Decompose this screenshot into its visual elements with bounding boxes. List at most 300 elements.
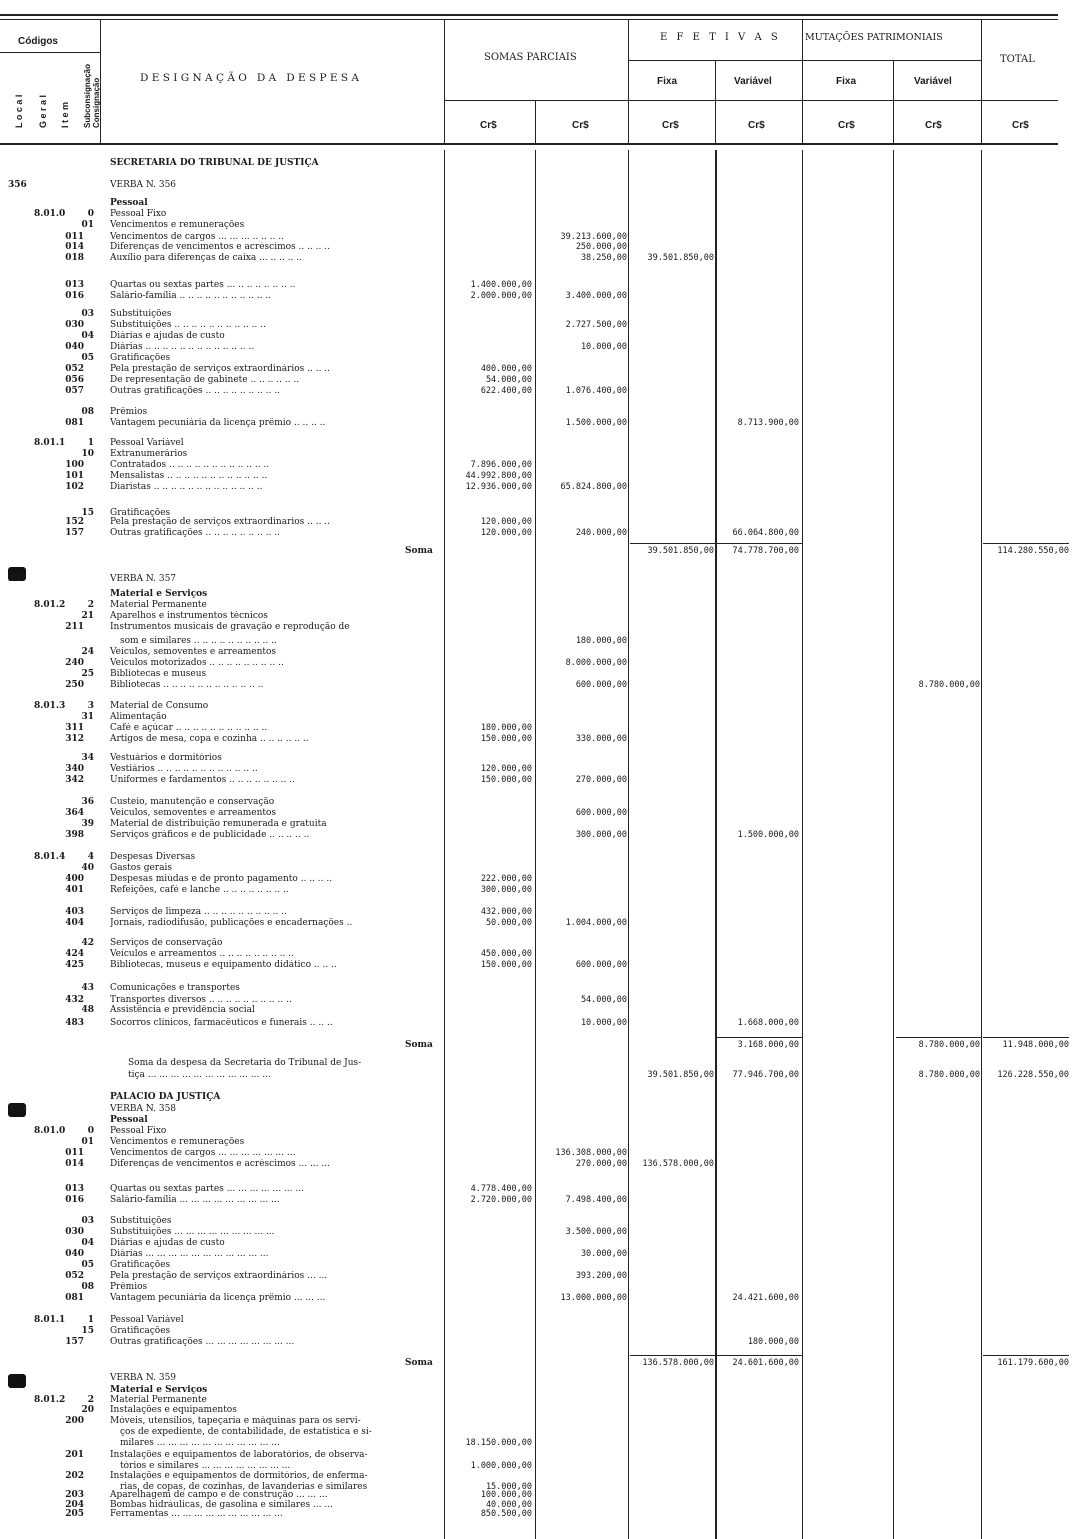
- row-description: Vencimentos de cargos ... ... ... ... ... ... ...: [110, 1148, 296, 1158]
- row-el: 403: [65, 907, 84, 917]
- row-mv: 8.780.000,00: [918, 1070, 980, 1080]
- row-p1: 450.000,00: [480, 949, 532, 959]
- header-designacao: D E S I G N A Ç Ã O D A D E S P E S A: [140, 72, 360, 84]
- table-row: [0, 1405, 1073, 1416]
- row-p2: 30.000,00: [580, 1249, 627, 1259]
- row-fx: 39.501.850,00: [647, 546, 714, 556]
- row-p2: 300.000,00: [575, 830, 627, 840]
- row-el: 203: [65, 1490, 84, 1500]
- row-p1: 1.000.000,00: [470, 1461, 532, 1471]
- header-mutacoes-fixa: Fixa: [836, 76, 857, 87]
- row-el: 011: [65, 232, 84, 242]
- row-el: 081: [65, 1293, 84, 1303]
- row-va: 24.601.600,00: [732, 1358, 799, 1368]
- sum-rule: [983, 1355, 1069, 1356]
- row-sub: 2: [87, 600, 94, 610]
- table-row: [0, 546, 1073, 557]
- row-description: Material e Serviços: [110, 589, 208, 599]
- row-description: Socorros clínicos, farmacêuticos e funerais .. .. ..: [110, 1018, 333, 1028]
- sum-rule: [630, 1355, 716, 1356]
- row-code: 358: [8, 1104, 27, 1114]
- row-sub: 15: [81, 508, 94, 518]
- row-p2: 54.000,00: [580, 995, 627, 1005]
- row-p1: 180.000,00: [480, 723, 532, 733]
- table-row: [0, 528, 1073, 539]
- row-description: Outras gratificações ... ... ... ... ... ... ... ...: [110, 1337, 295, 1347]
- table-row: [0, 907, 1073, 918]
- row-description: Uniformes e fardamentos .. .. .. .. .. .. .. ..: [110, 775, 295, 785]
- table-row: [0, 198, 1073, 209]
- row-sub: 03: [81, 1216, 94, 1226]
- table-row: [0, 1438, 1073, 1449]
- table-row: [0, 622, 1073, 633]
- table-row: [0, 1216, 1073, 1227]
- row-description: Serviços gráficos e de publicidade .. .. .. .. ..: [110, 830, 310, 840]
- currency-label: Cr$: [662, 120, 679, 131]
- row-description: Pessoal: [110, 1115, 148, 1125]
- table-row: [0, 291, 1073, 302]
- row-description: Assistência e previdência social: [110, 1005, 255, 1015]
- row-p2: 600.000,00: [575, 808, 627, 818]
- row-p1: 4.778.400,00: [470, 1184, 532, 1194]
- header-geral: G e r a l: [38, 94, 48, 128]
- row-tot: 126.228.550,00: [997, 1070, 1069, 1080]
- table-row: [0, 983, 1073, 994]
- sum-rule: [717, 543, 803, 544]
- row-description: Transportes diversos .. .. .. .. .. .. .. .. .. ..: [110, 995, 292, 1005]
- row-description: Substituições .. .. .. .. .. .. .. .. .. .. ..: [110, 320, 266, 330]
- row-sub: 10: [81, 449, 94, 459]
- table-row: [0, 253, 1073, 264]
- row-p1: 54.000,00: [485, 375, 532, 385]
- table-row: [0, 636, 1073, 647]
- row-el: 052: [65, 1271, 84, 1281]
- row-el: 011: [65, 1148, 84, 1158]
- row-description: Soma: [405, 1358, 433, 1368]
- header-divider: [715, 60, 716, 144]
- row-el: 157: [65, 1337, 84, 1347]
- row-el: 432: [65, 995, 84, 1005]
- table-row: [0, 938, 1073, 949]
- row-el: 202: [65, 1471, 84, 1481]
- row-p2: 10.000,00: [580, 1018, 627, 1028]
- table-row: [0, 1227, 1073, 1238]
- row-description: Auxílio para diferenças de caixa ... .. .. .. ..: [110, 253, 302, 263]
- row-description: Gratificações: [110, 1260, 171, 1270]
- table-row: [0, 1184, 1073, 1195]
- row-el: 057: [65, 386, 84, 396]
- table-row: [0, 723, 1073, 734]
- table-row: [0, 852, 1073, 863]
- row-mv: 8.780.000,00: [918, 680, 980, 690]
- row-description: rias, de copas, de cozinhas, de lavanderias e similares: [120, 1482, 368, 1492]
- row-va: 1.500.000,00: [737, 830, 799, 840]
- table-row: [0, 1315, 1073, 1326]
- header-consignacao: Consignação: [92, 77, 101, 128]
- row-el: 311: [65, 723, 84, 733]
- row-description: Diárias e ajudas de custo: [110, 331, 225, 341]
- header-mutacoes: MUTAÇÕES PATRIMONIAIS: [805, 32, 943, 43]
- row-description: Custeio, manutenção e conservação: [110, 797, 275, 807]
- row-p2: 270.000,00: [575, 1159, 627, 1169]
- row-description: Artigos de mesa, copa e cozinha .. .. .. .. .. ..: [110, 734, 309, 744]
- table-row: [0, 280, 1073, 291]
- table-row: [0, 407, 1073, 418]
- table-row: [0, 1238, 1073, 1249]
- row-p2: 8.000.000,00: [565, 658, 627, 668]
- row-el: 016: [65, 291, 84, 301]
- row-el: 101: [65, 471, 84, 481]
- header-codigos: Códigos: [18, 36, 58, 47]
- table-row: [0, 1092, 1073, 1103]
- row-description: Diaristas .. .. .. .. .. .. .. .. .. .. .. .. ..: [110, 482, 263, 492]
- row-el: 014: [65, 1159, 84, 1169]
- row-el: 013: [65, 1184, 84, 1194]
- row-p1: 120.000,00: [480, 517, 532, 527]
- row-mv: 8.780.000,00: [918, 1040, 980, 1050]
- row-description: Pela prestação de serviços extraordinários .. .. ..: [110, 364, 331, 374]
- row-description: Substituições: [110, 1216, 172, 1226]
- table-row: [0, 863, 1073, 874]
- row-description: Gratificações: [110, 508, 171, 518]
- row-p2: 39.213.600,00: [560, 232, 627, 242]
- table-row: [0, 1159, 1073, 1170]
- row-p1: 622.400,00: [480, 386, 532, 396]
- row-p2: 136.308.000,00: [555, 1148, 627, 1158]
- row-description: Veículos motorizados .. .. .. .. .. .. .. .. ..: [110, 658, 284, 668]
- row-description: Vestuários e dormitórios: [110, 753, 222, 763]
- row-p1: 2.720.000,00: [470, 1195, 532, 1205]
- row-p2: 3.500.000,00: [565, 1227, 627, 1237]
- row-el: 364: [65, 808, 84, 818]
- row-p1: 150.000,00: [480, 775, 532, 785]
- table-row: [0, 209, 1073, 220]
- row-el: 205: [65, 1509, 84, 1519]
- row-description: Pessoal Fixo: [110, 209, 167, 219]
- row-description: Bibliotecas e museus: [110, 669, 207, 679]
- row-sub: 4: [87, 852, 94, 862]
- row-p1: 1.400.000,00: [470, 280, 532, 290]
- row-sub: 48: [81, 1005, 94, 1015]
- row-description: Prêmios: [110, 1282, 148, 1292]
- row-sub: 1: [87, 1315, 94, 1325]
- row-p1: 50.000,00: [485, 918, 532, 928]
- row-sub: 04: [81, 1238, 94, 1248]
- row-el: 040: [65, 1249, 84, 1259]
- row-description: Serviços de limpeza .. .. .. .. .. .. .. .. .. ..: [110, 907, 287, 917]
- row-description: Diferenças de vencimentos e acréscimos .. .. .. ..: [110, 242, 330, 252]
- row-description: Alimentação: [110, 712, 167, 722]
- row-sub: 3: [87, 701, 94, 711]
- row-description: Bibliotecas .. .. .. .. .. .. .. .. .. .. .. ..: [110, 680, 264, 690]
- row-description: PALÁCIO DA JUSTIÇA: [110, 1092, 221, 1102]
- row-p2: 393.200,00: [575, 1271, 627, 1281]
- row-sub: 34: [81, 753, 94, 763]
- table-row: [0, 449, 1073, 460]
- header-somas-parciais: SOMAS PARCIAIS: [484, 52, 577, 63]
- header-item: I t e m: [60, 101, 70, 128]
- row-description: Salário-família .. .. .. .. .. .. .. .. .. .. ..: [110, 291, 272, 301]
- row-description: Material de Consumo: [110, 701, 209, 711]
- sum-rule: [896, 1037, 982, 1038]
- row-description: Prêmios: [110, 407, 148, 417]
- row-el: 312: [65, 734, 84, 744]
- row-description: Aparelhagem de campo e de construção ... ... ...: [110, 1490, 328, 1500]
- row-p1: 222.000,00: [480, 874, 532, 884]
- table-row: [0, 734, 1073, 745]
- sum-rule: [630, 543, 716, 544]
- row-p1: 150.000,00: [480, 734, 532, 744]
- row-p2: 240.000,00: [575, 528, 627, 538]
- table-row: [0, 830, 1073, 841]
- row-p1: 40.000,00: [485, 1500, 532, 1510]
- row-el: 404: [65, 918, 84, 928]
- row-el: 040: [65, 342, 84, 352]
- row-p2: 7.498.400,00: [565, 1195, 627, 1205]
- row-sub: 05: [81, 353, 94, 363]
- table-row: [0, 669, 1073, 680]
- row-p1: 850.500,00: [480, 1509, 532, 1519]
- table-row: [0, 701, 1073, 712]
- row-el: 200: [65, 1416, 84, 1426]
- table-row: [0, 808, 1073, 819]
- table-row: [0, 600, 1073, 611]
- table-row: [0, 874, 1073, 885]
- table-row: [0, 180, 1073, 191]
- table-row: [0, 471, 1073, 482]
- table-row: [0, 1337, 1073, 1348]
- row-el: 056: [65, 375, 84, 385]
- row-description: Veículos, semoventes e arreamentos: [110, 647, 277, 657]
- row-description: VERBA N. 358: [110, 1104, 177, 1114]
- sum-rule: [717, 1037, 803, 1038]
- row-tot: 114.280.550,00: [997, 546, 1069, 556]
- header-efetivas-variavel: Variável: [734, 76, 772, 87]
- row-va: 77.946.700,00: [732, 1070, 799, 1080]
- row-description: Vestiários .. .. .. .. .. .. .. .. .. .. .. ..: [110, 764, 258, 774]
- row-el: 152: [65, 517, 84, 527]
- row-description: Pessoal Variável: [110, 1315, 184, 1325]
- table-row: [0, 1358, 1073, 1369]
- row-code: 8.01.3: [34, 701, 66, 711]
- row-sub: 42: [81, 938, 94, 948]
- row-el: 342: [65, 775, 84, 785]
- row-description: VERBA N. 359: [110, 1373, 177, 1383]
- row-el: 398: [65, 830, 84, 840]
- row-description: Vencimentos e remunerações: [110, 1137, 245, 1147]
- row-description: Diferenças de vencimentos e acréscimos ... ... ...: [110, 1159, 330, 1169]
- table-row: [0, 797, 1073, 808]
- row-description: Móveis, utensílios, tapeçaria e máquinas para os servi-: [110, 1416, 361, 1426]
- row-p2: 3.400.000,00: [565, 291, 627, 301]
- row-description: milares ... ... ... ... ... ... ... ... ... ... ...: [120, 1438, 280, 1448]
- row-description: Bibliotecas, museus e equipamento didático .. .. ..: [110, 960, 337, 970]
- row-description: Serviços de conservação: [110, 938, 223, 948]
- table-row: [0, 220, 1073, 231]
- row-fx: 39.501.850,00: [647, 1070, 714, 1080]
- table-row: [0, 1137, 1073, 1148]
- row-description: Soma: [405, 546, 433, 556]
- row-el: 030: [65, 320, 84, 330]
- table-row: [0, 647, 1073, 658]
- row-el: 016: [65, 1195, 84, 1205]
- row-description: Extranumerários: [110, 449, 188, 459]
- row-p2: 10.000,00: [580, 342, 627, 352]
- table-row: [0, 1148, 1073, 1159]
- header-subconsignacao: Subconsignação: [83, 63, 92, 128]
- row-va: 1.668.000,00: [737, 1018, 799, 1028]
- row-description: Material e Serviços: [110, 1385, 208, 1395]
- row-el: 240: [65, 658, 84, 668]
- table-row: [0, 1471, 1073, 1482]
- table-row: [0, 1509, 1073, 1520]
- row-p2: 250.000,00: [575, 242, 627, 252]
- row-description: VERBA N. 357: [110, 574, 177, 584]
- header-mutacoes-variavel: Variável: [914, 76, 952, 87]
- row-code: 8.01.0: [34, 1126, 66, 1136]
- header-efetivas: E F E T I V A S: [660, 32, 781, 43]
- row-el: 100: [65, 460, 84, 470]
- row-el: 400: [65, 874, 84, 884]
- row-p2: 1.004.000,00: [565, 918, 627, 928]
- row-description: Soma: [405, 1040, 433, 1050]
- row-p2: 13.000.000,00: [560, 1293, 627, 1303]
- row-el: 030: [65, 1227, 84, 1237]
- row-description: Pessoal Fixo: [110, 1126, 167, 1136]
- row-p1: 18.150.000,00: [465, 1438, 532, 1448]
- row-el: 052: [65, 364, 84, 374]
- row-description: Pela prestação de serviços extraordinarios .. .. ..: [110, 517, 331, 527]
- header-divider: [893, 60, 894, 144]
- row-sub: 15: [81, 1326, 94, 1336]
- row-p2: 600.000,00: [575, 680, 627, 690]
- row-description: Gratificações: [110, 1326, 171, 1336]
- table-row: [0, 775, 1073, 786]
- table-row: [0, 1104, 1073, 1115]
- currency-label: Cr$: [838, 120, 855, 131]
- row-code: 8.01.1: [34, 438, 66, 448]
- row-sub: 01: [81, 1137, 94, 1147]
- row-el: 401: [65, 885, 84, 895]
- row-p2: 1.500.000,00: [565, 418, 627, 428]
- row-description: Quartas ou sextas partes ... .. .. .. .. .. .. ..: [110, 280, 296, 290]
- top-rule-thin: [0, 19, 1058, 20]
- currency-label: Cr$: [572, 120, 589, 131]
- table-row: [0, 1260, 1073, 1271]
- table-row: [0, 309, 1073, 320]
- row-description: SECRETARIA DO TRIBUNAL DE JUSTIÇA: [110, 158, 319, 168]
- row-description: som e similares .. .. .. .. .. .. .. .. .. ..: [120, 636, 277, 646]
- row-description: Vantagem pecuniária da licença prêmio ... ... ...: [110, 1293, 326, 1303]
- row-p1: 150.000,00: [480, 960, 532, 970]
- row-description: Contratados .. .. .. .. .. .. .. .. .. .. .. ..: [110, 460, 270, 470]
- row-p1: 2.000.000,00: [470, 291, 532, 301]
- table-row: [0, 918, 1073, 929]
- row-va: 180.000,00: [747, 1337, 799, 1347]
- row-sub: 25: [81, 669, 94, 679]
- table-row: [0, 375, 1073, 386]
- row-va: 74.778.700,00: [732, 546, 799, 556]
- row-sub: 31: [81, 712, 94, 722]
- row-description: Instrumentos musicais de gravação e reprodução de: [110, 622, 350, 632]
- row-sub: 03: [81, 309, 94, 319]
- row-description: Pessoal: [110, 198, 148, 208]
- table-row: [0, 1058, 1073, 1069]
- header-subrule: [444, 100, 1058, 101]
- row-fx: 136.578.000,00: [642, 1358, 714, 1368]
- table-row: [0, 158, 1073, 169]
- table-row: [0, 482, 1073, 493]
- top-rule: [0, 14, 1058, 16]
- row-description: Pela prestação de serviços extraordinários ... ...: [110, 1271, 328, 1281]
- row-sub: 08: [81, 407, 94, 417]
- row-tot: 11.948.000,00: [1002, 1040, 1069, 1050]
- row-description: Quartas ou sextas partes ... ... ... ... ... ... ...: [110, 1184, 304, 1194]
- row-description: Soma da despesa da Secretaria do Tribunal de Jus-: [128, 1058, 362, 1068]
- row-description: Mensalistas .. .. .. .. .. .. .. .. .. .. .. ..: [110, 471, 268, 481]
- row-p1: 7.896.000,00: [470, 460, 532, 470]
- table-row: [0, 1282, 1073, 1293]
- row-el: 340: [65, 764, 84, 774]
- row-p2: 330.000,00: [575, 734, 627, 744]
- row-description: Diárias .. .. .. .. .. .. .. .. .. .. .. .. ..: [110, 342, 255, 352]
- table-row: [0, 1427, 1073, 1438]
- table-row: [0, 1018, 1073, 1029]
- table-row: [0, 1326, 1073, 1337]
- table-row: [0, 1115, 1073, 1126]
- row-p1: 44.992.800,00: [465, 471, 532, 481]
- row-description: Gratificações: [110, 353, 171, 363]
- row-sub: 04: [81, 331, 94, 341]
- row-p2: 2.727.500,00: [565, 320, 627, 330]
- row-description: Diárias e ajudas de custo: [110, 1238, 225, 1248]
- row-description: Vencimentos de cargos ... ... ... .. .. .. ..: [110, 232, 285, 242]
- table-row: [0, 242, 1073, 253]
- sum-rule: [983, 543, 1069, 544]
- codigos-rule: [0, 52, 100, 53]
- row-code: 8.01.4: [34, 852, 66, 862]
- row-code: 356: [8, 180, 27, 190]
- header-divider: [444, 20, 445, 144]
- row-description: ços de expediente, de contabilidade, de estatística e si-: [120, 1427, 372, 1437]
- row-description: Despesas miúdas e de pronto pagamento .. .. .. ..: [110, 874, 333, 884]
- table-row: [0, 1070, 1073, 1081]
- row-va: 8.713.900,00: [737, 418, 799, 428]
- row-description: Material Permanente: [110, 1395, 207, 1405]
- row-el: 201: [65, 1450, 84, 1460]
- row-code: 357: [8, 574, 27, 584]
- row-el: 102: [65, 482, 84, 492]
- row-p1: 15.000,00: [485, 1482, 532, 1492]
- row-el: 013: [65, 280, 84, 290]
- row-code: 8.01.2: [34, 1395, 66, 1405]
- row-el: 425: [65, 960, 84, 970]
- table-row: [0, 386, 1073, 397]
- row-sub: 40: [81, 863, 94, 873]
- table-row: [0, 764, 1073, 775]
- row-code: 8.01.2: [34, 600, 66, 610]
- row-p2: 180.000,00: [575, 636, 627, 646]
- table-row: [0, 517, 1073, 528]
- header-divider: [535, 100, 536, 144]
- row-description: Substituições ... ... ... ... ... ... ... ... ...: [110, 1227, 275, 1237]
- row-description: Salário-família ... ... ... ... ... ... ... ... ...: [110, 1195, 280, 1205]
- row-description: Aparelhos e instrumentos técnicos: [110, 611, 268, 621]
- row-sub: 01: [81, 220, 94, 230]
- row-description: Instalações e equipamentos: [110, 1405, 237, 1415]
- table-row: [0, 1126, 1073, 1137]
- row-sub: 39: [81, 819, 94, 829]
